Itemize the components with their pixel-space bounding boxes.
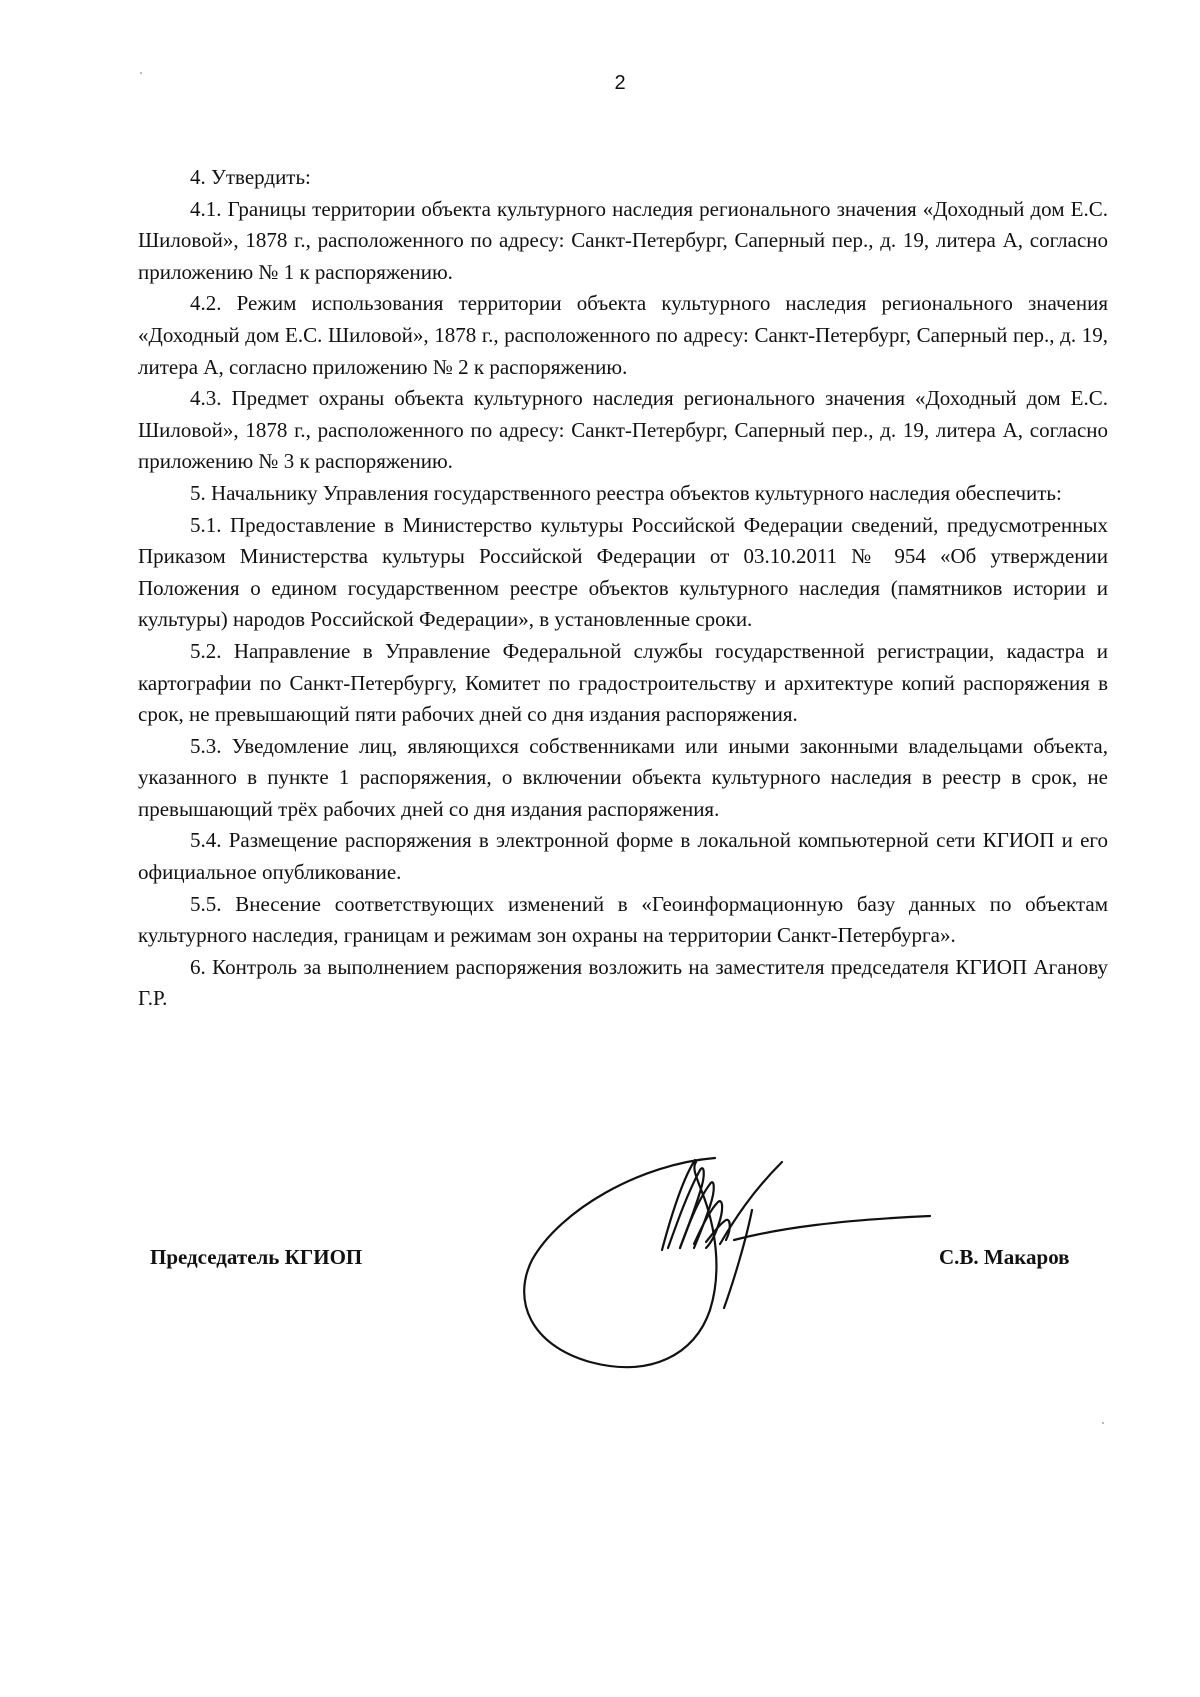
- paragraph-4-1: 4.1. Границы территории объекта культурного наследия регионального значения «Доходный дом Е.С. Шиловой», 1878 г., расположенного по адресу: Санкт-Петербург, Саперный пер., д. 19, литера А, согласно приложению № 1 к распоряжению.: [138, 196, 1108, 284]
- scan-speck: [1102, 1422, 1104, 1424]
- paragraph-5-4: 5.4. Размещение распоряжения в электронной форме в локальной компьютерной сети КГИОП и его официальное опубликование.: [138, 828, 1108, 885]
- paragraph-5-3: 5.3. Уведомление лиц, являющихся собственниками или иными законными владельцами объекта, указанного в пункте 1 распоряжения, о включении объекта культурного наследия в реестр в срок, не превышающий трёх рабочих дней со дня издания распоряжения.: [138, 733, 1108, 821]
- paragraph-5-1: 5.1. Предоставление в Министерство культуры Российской Федерации сведений, предусмотренных Приказом Министерства культуры Российской Федерации от 03.10.2011 № 954 «Об утверждении Положения о едином государственном реестре объектов культурного наследия (памятников истории и культуры) народов Российской Федерации», в установленные сроки.: [138, 512, 1108, 632]
- paragraph-4-3: 4.3. Предмет охраны объекта культурного наследия регионального значения «Доходный дом Е.С. Шиловой», 1878 г., расположенного по адресу: Санкт-Петербург, Саперный пер., д. 19, литера А, согласно приложению № 3 к распоряжению.: [138, 386, 1108, 474]
- signer-title: Председатель КГИОП: [150, 1245, 363, 1269]
- signer-name: С.В. Макаров: [939, 1245, 1070, 1269]
- scan-speck: [140, 72, 142, 74]
- paragraph-5-5: 5.5. Внесение соответствующих изменений в «Геоинформационную базу данных по объектам культурного наследия, границам и режимам зон охраны на территории Санкт-Петербурга».: [138, 891, 1108, 948]
- paragraph-4: 4. Утвердить:: [190, 165, 311, 189]
- paragraph-5: 5. Начальнику Управления государственного реестра объектов культурного наследия обеспечить:: [190, 480, 1062, 505]
- paragraph-4-2: 4.2. Режим использования территории объекта культурного наследия регионального значения «Доходный дом Е.С. Шиловой», 1878 г., расположенного по адресу: Санкт-Петербург, Саперный пер., д. 19, литера А, согласно приложению № 2 к распоряжению.: [138, 291, 1108, 379]
- paragraph-5-2: 5.2. Направление в Управление Федеральной службы государственной регистрации, кадастра и картографии по Санкт-Петербургу, Комитет по градостроительству и архитектуре копий распоряжения в срок, не превышающий пяти рабочих дней со дня издания распоряжения.: [138, 638, 1108, 727]
- signature-block: [0, 1140, 1200, 1380]
- paragraph-6: 6. Контроль за выполнением распоряжения возложить на заместителя председателя КГИОП Аганову Г.Р.: [138, 954, 1108, 1011]
- document-body: [138, 162, 1108, 1015]
- page-number: 2: [614, 72, 626, 94]
